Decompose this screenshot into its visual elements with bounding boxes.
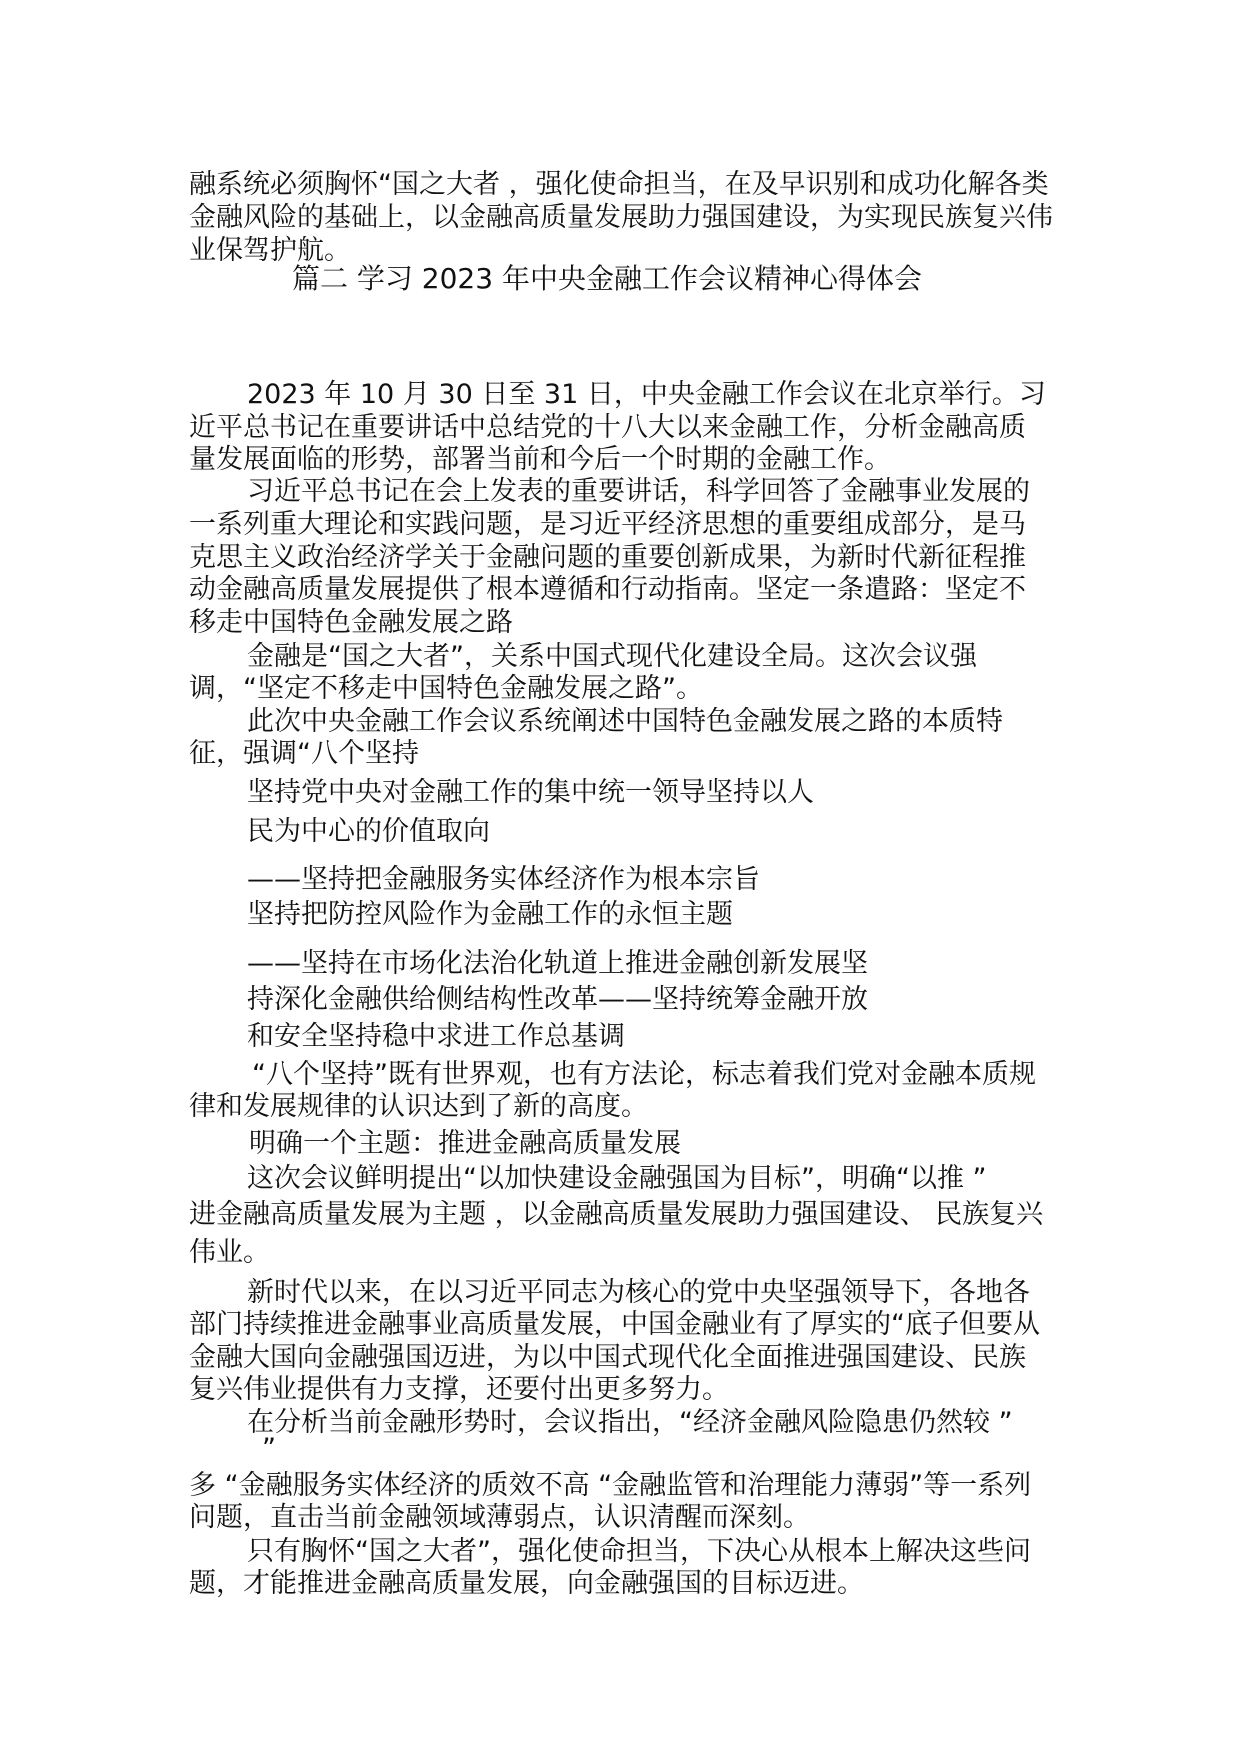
- section-title: 篇二 学习 2023 年中央金融工作会议精神心得体会: [292, 262, 922, 295]
- text-line: 这次会议鲜明提出“以加快建设金融强国为目标”，明确“以推 ”: [247, 1163, 987, 1194]
- text-line: 金融是“国之大者”，关系中国式现代化建设全局。这次会议强: [247, 641, 977, 672]
- text-line: 业保驾护航。: [189, 235, 351, 266]
- text-line: 伟业。: [189, 1237, 270, 1268]
- list-line: 和安全坚持稳中求进工作总基调: [247, 1021, 625, 1052]
- list-line: 坚持把防控风险作为金融工作的永恒主题: [247, 899, 733, 930]
- list-line: ——坚持在市场化法治化轨道上推进金融创新发展坚: [247, 948, 868, 979]
- text-line: 律和发展规律的认识达到了新的高度。: [189, 1091, 648, 1122]
- text-line: ”: [262, 1433, 276, 1464]
- text-line: 一系列重大理论和实践问题，是习近平经济思想的重要组成部分，是马: [189, 509, 1026, 540]
- text-line: 融系统必须胸怀“国之大者 ，强化使命担当，在及早识别和成功化解各类: [189, 169, 1049, 200]
- text-line: 题，才能推进金融高质量发展，向金融强国的目标迈进。: [189, 1568, 864, 1599]
- text-line: 复兴伟业提供有力支撑，还要付出更多努力。: [189, 1374, 729, 1405]
- text-line: 新时代以来，在以习近平同志为核心的党中央坚强领导下，各地各: [247, 1277, 1030, 1308]
- text-line: “八个坚持”既有世界观，也有方法论，标志着我们党对金融本质规: [252, 1059, 1036, 1090]
- text-line: 调，“坚定不移走中国特色金融发展之路”。: [189, 673, 703, 704]
- text-line: 部门持续推进金融事业高质量发展，中国金融业有了厚实的“底子但要从: [189, 1309, 1040, 1340]
- list-line: ——坚持把金融服务实体经济作为根本宗旨: [247, 864, 760, 895]
- text-line: 只有胸怀“国之大者”，强化使命担当，下决心从根本上解决这些问: [247, 1536, 1031, 1567]
- text-line: 金融大国向金融强国迈进，为以中国式现代化全面推进强国建设、民族: [189, 1342, 1026, 1373]
- text-line: 此次中央金融工作会议系统阐述中国特色金融发展之路的本质特: [247, 706, 1003, 737]
- text-line: 多 “金融服务实体经济的质效不高 “金融监管和治理能力薄弱”等一系列: [189, 1470, 1032, 1501]
- subheading: 明确一个主题：推进金融高质量发展: [249, 1128, 681, 1159]
- text-line: 问题，直击当前金融领域薄弱点，认识清醒而深刻。: [189, 1502, 810, 1533]
- text-line: 征，强调“八个坚持: [189, 738, 419, 769]
- text-line: 2023 年 10 月 30 日至 31 日，中央金融工作会议在北京举行。习: [247, 379, 1046, 410]
- text-line: 量发展面临的形势，部署当前和今后一个时期的金融工作。: [189, 444, 891, 475]
- text-line: 克思主义政治经济学关于金融问题的重要创新成果，为新时代新征程推: [189, 542, 1026, 573]
- text-line: 在分析当前金融形势时，会议指出，“经济金融风险隐患仍然较 ”: [247, 1407, 1013, 1438]
- list-line: 坚持党中央对金融工作的集中统一领导坚持以人: [247, 777, 814, 808]
- text-line: 习近平总书记在会上发表的重要讲话，科学回答了金融事业发展的: [247, 476, 1030, 507]
- list-line: 持深化金融供给侧结构性改革——坚持统筹金融开放: [247, 984, 868, 1015]
- text-line: 移走中国特色金融发展之路: [189, 607, 513, 638]
- text-line: 近平总书记在重要讲话中总结党的十八大以来金融工作，分析金融高质: [189, 412, 1026, 443]
- text-line: 进金融高质量发展为主题 ，以金融高质量发展助力强国建设、 民族复兴: [189, 1199, 1044, 1230]
- text-line: 金融风险的基础上，以金融高质量发展助力强国建设，为实现民族复兴伟: [189, 202, 1053, 233]
- text-line: 动金融高质量发展提供了根本遵循和行动指南。坚定一条遣路：坚定不: [189, 574, 1026, 605]
- list-line: 民为中心的价值取向: [247, 816, 490, 847]
